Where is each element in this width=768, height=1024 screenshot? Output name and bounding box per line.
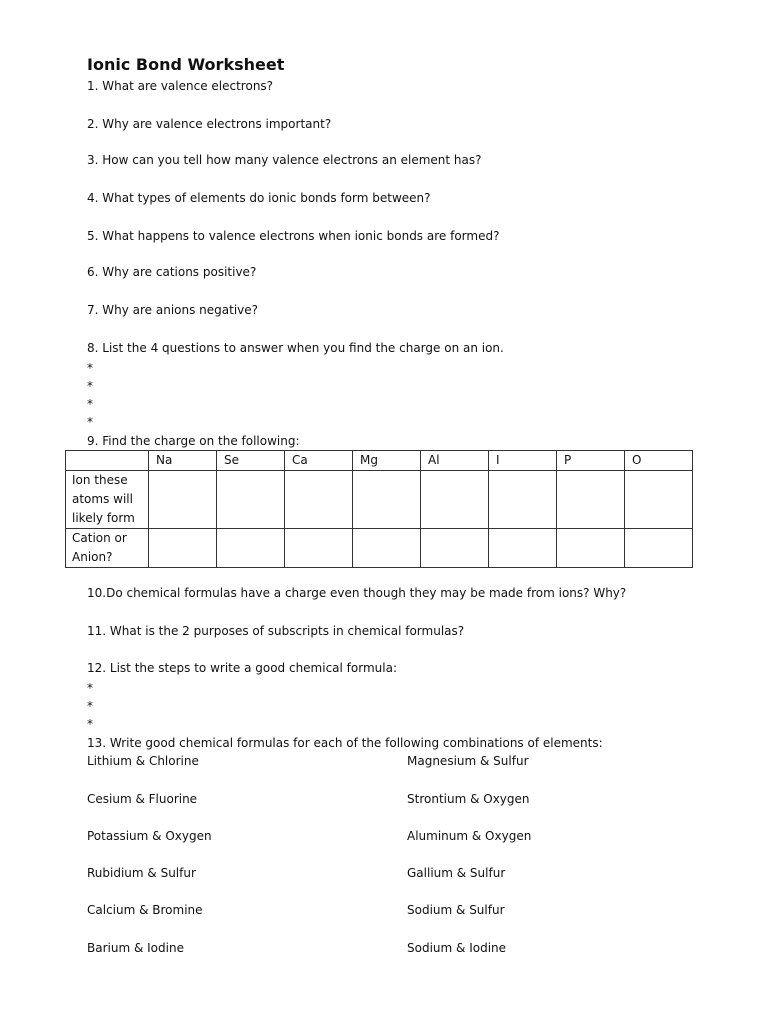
element-p: P — [557, 451, 625, 471]
charge-table — [65, 450, 693, 568]
combination-right-3: Aluminum & Oxygen — [407, 829, 532, 843]
question-8: 8. List the 4 questions to answer when you find the charge on an ion. — [87, 341, 504, 355]
element-ca: Ca — [285, 451, 353, 471]
answer-cell[interactable] — [149, 471, 217, 529]
element-na: Na — [149, 451, 217, 471]
question-8-bullet-4: * — [87, 415, 93, 429]
answer-cell[interactable] — [557, 471, 625, 529]
question-3: 3. How can you tell how many valence electrons an element has? — [87, 153, 482, 167]
question-13: 13. Write good chemical formulas for each of the following combinations of elements: — [87, 736, 603, 750]
question-12-bullet-2: * — [87, 699, 93, 713]
question-1: 1. What are valence electrons? — [87, 79, 274, 93]
question-11: 11. What is the 2 purposes of subscripts in chemical formulas? — [87, 624, 465, 638]
combination-left-1: Lithium & Chlorine — [87, 754, 199, 768]
answer-cell[interactable] — [285, 471, 353, 529]
answer-cell[interactable] — [625, 471, 693, 529]
combination-right-1: Magnesium & Sulfur — [407, 754, 529, 768]
answer-cell[interactable] — [217, 471, 285, 529]
ion-row — [66, 471, 693, 529]
answer-cell[interactable] — [421, 471, 489, 529]
question-9: 9. Find the charge on the following: — [87, 434, 300, 448]
question-8-bullet-2: * — [87, 379, 93, 393]
combination-left-4: Rubidium & Sulfur — [87, 866, 196, 880]
answer-cell[interactable] — [353, 471, 421, 529]
element-mg: Mg — [353, 451, 421, 471]
cation-anion-row — [66, 529, 693, 568]
question-8-bullet-1: * — [87, 361, 93, 375]
element-i: I — [489, 451, 557, 471]
combination-right-4: Gallium & Sulfur — [407, 866, 506, 880]
question-12-bullet-1: * — [87, 681, 93, 695]
combination-left-3: Potassium & Oxygen — [87, 829, 212, 843]
answer-cell[interactable] — [149, 529, 217, 568]
question-7: 7. Why are anions negative? — [87, 303, 259, 317]
question-12: 12. List the steps to write a good chemical formula: — [87, 661, 397, 675]
question-2: 2. Why are valence electrons important? — [87, 117, 332, 131]
combination-right-5: Sodium & Sulfur — [407, 903, 505, 917]
question-5: 5. What happens to valence electrons when ionic bonds are formed? — [87, 229, 500, 243]
combination-left-6: Barium & Iodine — [87, 941, 184, 955]
question-6: 6. Why are cations positive? — [87, 265, 257, 279]
worksheet-title: Ionic Bond Worksheet — [87, 55, 285, 74]
answer-cell[interactable] — [489, 529, 557, 568]
question-12-bullet-3: * — [87, 717, 93, 731]
answer-cell[interactable] — [557, 529, 625, 568]
answer-cell[interactable] — [489, 471, 557, 529]
element-al: Al — [421, 451, 489, 471]
question-10: 10.Do chemical formulas have a charge even though they may be made from ions? Why? — [87, 586, 627, 600]
table-corner-cell — [66, 451, 149, 471]
combination-right-6: Sodium & Iodine — [407, 941, 507, 955]
answer-cell[interactable] — [421, 529, 489, 568]
question-4: 4. What types of elements do ionic bonds form between? — [87, 191, 431, 205]
answer-cell[interactable] — [625, 529, 693, 568]
answer-cell[interactable] — [217, 529, 285, 568]
charge-table-header-row — [66, 451, 693, 471]
element-se: Se — [217, 451, 285, 471]
cation-anion-row-label: Cation or Anion? — [66, 529, 149, 568]
element-o: O — [625, 451, 693, 471]
question-8-bullet-3: * — [87, 397, 93, 411]
ion-row-label: Ion these atoms will likely form — [66, 471, 149, 529]
answer-cell[interactable] — [285, 529, 353, 568]
combination-left-2: Cesium & Fluorine — [87, 792, 198, 806]
answer-cell[interactable] — [353, 529, 421, 568]
combination-right-2: Strontium & Oxygen — [407, 792, 530, 806]
combination-left-5: Calcium & Bromine — [87, 903, 203, 917]
